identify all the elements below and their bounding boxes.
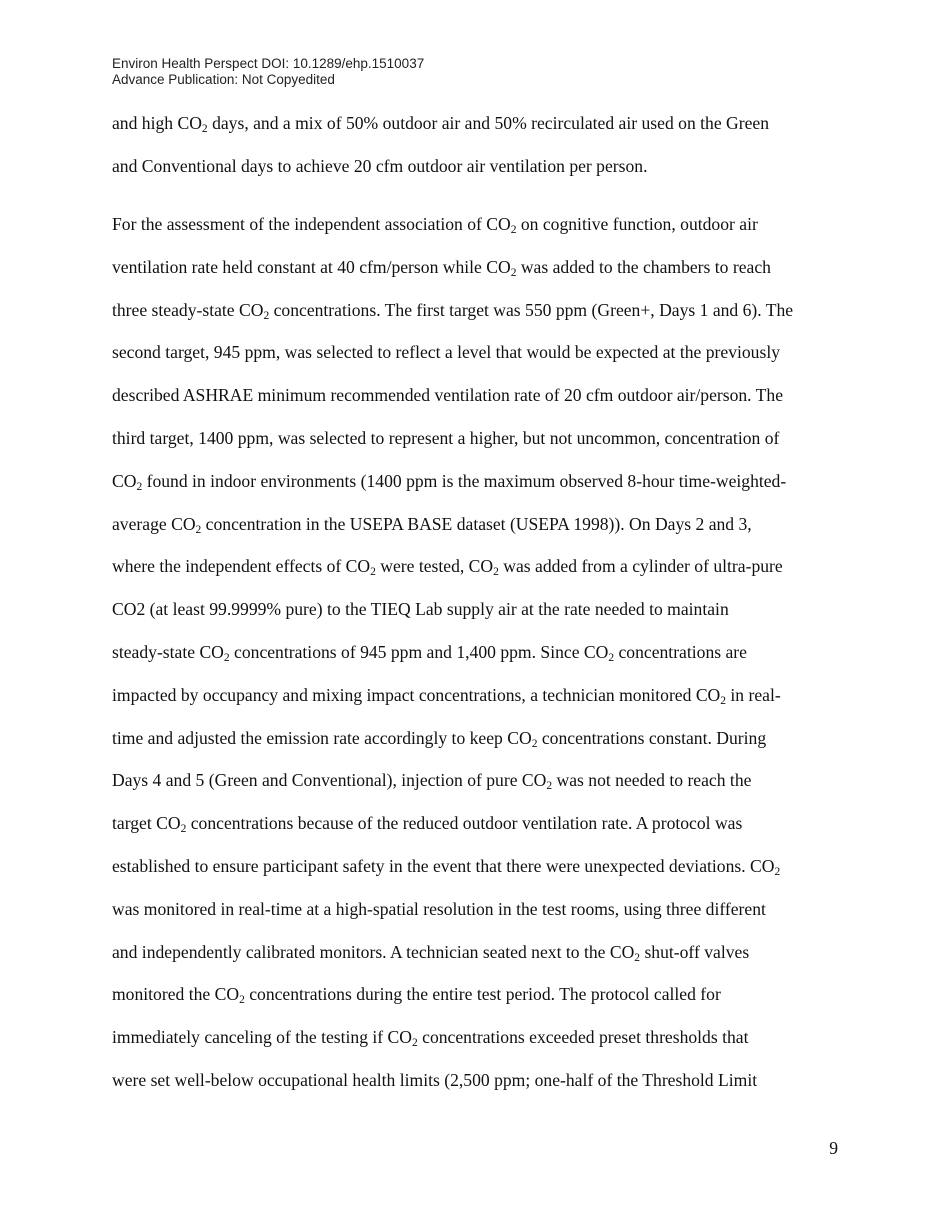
text-segment: established to ensure participant safety in the event that there were unexpected deviations. CO	[112, 856, 775, 876]
subscript-text: 2	[201, 123, 208, 135]
subscript-text: 2	[774, 866, 781, 878]
text-segment: on cognitive function, outdoor air	[516, 214, 758, 234]
subscript-text: 2	[720, 694, 727, 707]
text-segment: and high CO	[112, 113, 202, 133]
text-line	[112, 156, 647, 176]
text-segment: concentrations. The first target was 550 ppm (Green+, Days 1 and 6). The	[269, 299, 794, 320]
subscript-text: 2	[180, 823, 187, 836]
text-segment: Days 4 and 5 (Green and Conventional), injection of pure CO	[112, 770, 547, 791]
subscript-text: 2	[546, 780, 553, 793]
text-line	[112, 342, 780, 362]
running-header	[112, 56, 424, 87]
text-line	[112, 471, 786, 491]
text-line	[112, 813, 743, 836]
header-publication-status: Advance Publication: Not Copyedited	[112, 71, 335, 87]
subscript-text: 2	[412, 1037, 418, 1050]
subscript-text: 2	[531, 737, 538, 750]
text-segment: monitored the CO	[112, 984, 240, 1005]
text-segment: where the independent effects of CO	[112, 556, 371, 577]
text-line	[112, 685, 781, 705]
text-segment: found in indoor environments (1400 ppm is the maximum observed 8-hour time-weighted-	[142, 470, 787, 491]
text-segment: concentrations during the entire test period. The protocol called for	[244, 984, 721, 1005]
text-segment: was added to the chambers to reach	[516, 256, 771, 277]
text-segment: time and adjusted the emission rate accordingly to keep CO	[112, 727, 532, 748]
text-segment: was not needed to reach the	[552, 770, 752, 791]
text-segment: three steady-state CO	[112, 299, 264, 320]
page-number: 9	[829, 1138, 838, 1158]
text-line	[112, 642, 747, 662]
subscript-text: 2	[510, 266, 517, 279]
text-segment: concentrations constant. During	[537, 727, 767, 748]
text-line	[112, 214, 758, 234]
text-line	[112, 770, 752, 793]
text-segment: concentrations because of the reduced outdoor ventilation rate. A protocol was	[186, 813, 743, 834]
text-line	[112, 1027, 749, 1050]
text-line	[112, 1070, 757, 1090]
subscript-text: 2	[510, 224, 517, 236]
text-line	[112, 113, 769, 133]
text-segment: CO2 (at least 99.9999% pure) to the TIEQ Lab supply air at the rate needed to maintain	[112, 599, 729, 620]
text-segment: ventilation rate held constant at 40 cfm/person while CO	[112, 256, 511, 277]
text-segment: For the assessment of the independent association of CO	[112, 214, 511, 234]
subscript-text: 2	[634, 951, 641, 964]
text-segment: CO	[112, 470, 137, 491]
text-segment: average CO	[112, 513, 196, 534]
subscript-text: 2	[608, 652, 615, 664]
text-line	[112, 984, 721, 1007]
text-segment: in real-	[726, 684, 781, 705]
text-line	[112, 556, 783, 579]
subscript-text: 2	[493, 566, 499, 579]
text-segment: concentrations of 945 ppm and 1,400 ppm. Since CO	[229, 642, 609, 662]
text-segment: third target, 1400 ppm, was selected to represent a higher, but not uncommon, concentration of	[112, 428, 780, 448]
text-segment: impacted by occupancy and mixing impact concentrations, a technician monitored CO	[112, 684, 721, 705]
text-segment: shut-off valves	[640, 941, 750, 962]
subscript-text: 2	[370, 566, 376, 579]
text-segment: were tested, CO	[375, 556, 494, 577]
text-segment: target CO	[112, 813, 181, 834]
text-segment: described ASHRAE minimum recommended ventilation rate of 20 cfm outdoor air/person. The	[112, 385, 784, 406]
text-segment: concentration in the USEPA BASE dataset (USEPA 1998)). On Days 2 and 3,	[201, 513, 752, 534]
text-segment: was added from a cylinder of ultra-pure	[498, 556, 783, 577]
text-line	[112, 899, 766, 919]
text-segment: and Conventional days to achieve 20 cfm outdoor air ventilation per person.	[112, 155, 648, 176]
text-line	[112, 856, 780, 876]
text-line	[112, 514, 752, 534]
text-segment: was monitored in real-time at a high-spatial resolution in the test rooms, using three different	[112, 898, 766, 919]
subscript-text: 2	[195, 523, 202, 536]
header-journal-doi: Environ Health Perspect DOI: 10.1289/ehp.1510037	[112, 56, 425, 71]
text-segment: second target, 945 ppm, was selected to reflect a level that would be expected at the previously	[112, 342, 781, 363]
text-segment: immediately canceling of the testing if CO	[112, 1027, 412, 1048]
text-line	[112, 728, 766, 748]
subscript-text: 2	[239, 994, 245, 1007]
text-segment: and independently calibrated monitors. A technician seated next to the CO	[112, 941, 635, 962]
text-line	[112, 257, 771, 277]
subscript-text: 2	[136, 480, 143, 493]
text-segment: steady-state CO	[112, 642, 224, 662]
text-line	[112, 599, 729, 619]
text-segment: were set well-below occupational health limits (2,500 ppm; one-half of the Threshold Limit	[112, 1070, 758, 1090]
text-line	[112, 385, 783, 405]
subscript-text: 2	[263, 309, 270, 322]
text-line	[112, 942, 749, 962]
subscript-text: 2	[223, 652, 230, 664]
text-segment: concentrations are	[614, 642, 747, 662]
text-line	[112, 428, 779, 448]
text-line	[112, 300, 793, 320]
text-segment: days, and a mix of 50% outdoor air and 50% recirculated air used on the Green	[207, 113, 770, 133]
text-segment: concentrations exceeded preset thresholds that	[417, 1027, 749, 1048]
